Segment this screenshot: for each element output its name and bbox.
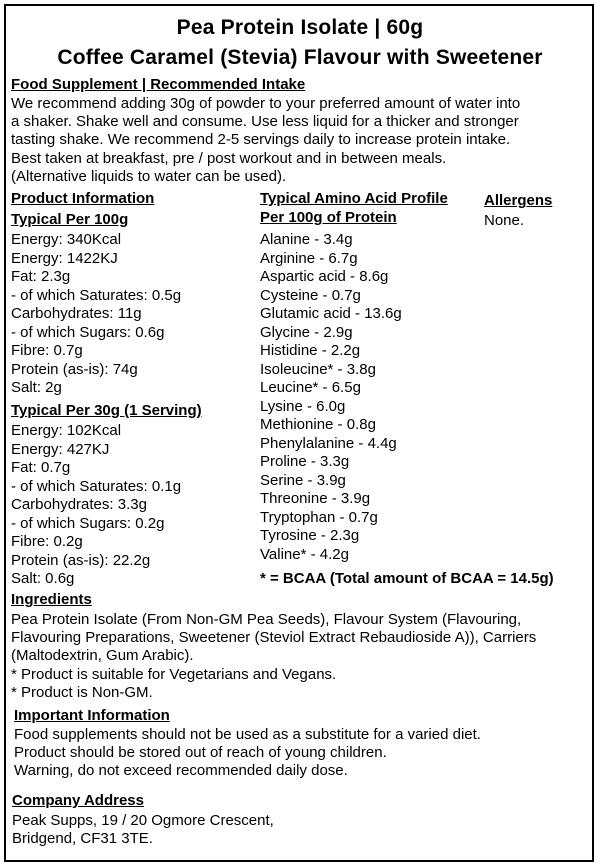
intake-text xyxy=(11,95,591,186)
per30-list xyxy=(11,422,181,589)
amino-row: Isoleucine* - 3.8g xyxy=(260,360,376,378)
amino-row: Tyrosine - 2.3g xyxy=(260,527,360,544)
amino-row: Proline - 3.3g xyxy=(260,453,350,470)
amino-subheading: Per 100g of Protein xyxy=(260,209,397,226)
intake-line: tasting shake. We recommend 2-5 servings daily to increase protein intake. xyxy=(11,131,511,149)
nutrition-row: Carbohydrates: 11g xyxy=(11,305,142,322)
amino-row: Glycine - 2.9g xyxy=(260,323,353,341)
ingredients-line: (Maltodextrin, Gum Arabic). xyxy=(11,647,194,665)
amino-row: Valine* - 4.2g xyxy=(260,545,349,563)
company-heading: Company Address xyxy=(12,792,144,809)
nutrition-row: Energy: 1422KJ xyxy=(11,249,118,267)
nutrition-row: - of which Sugars: 0.2g xyxy=(11,514,165,532)
amino-row: Lysine - 6.0g xyxy=(260,397,346,415)
nutrition-row: Energy: 427KJ xyxy=(11,440,110,458)
ingredients-line: Pea Protein Isolate (From Non-GM Pea Seeds), Flavour System (Flavouring, xyxy=(11,611,522,628)
amino-row: Arginine - 6.7g xyxy=(260,249,358,267)
per100-list xyxy=(11,231,181,398)
amino-row: Tryptophan - 0.7g xyxy=(260,508,378,526)
intake-line: a shaker. Shake well and consume. Use less liquid for a thicker and stronger xyxy=(11,113,519,131)
nutrition-row: Fat: 2.3g xyxy=(11,268,71,285)
nutrition-row: Fibre: 0.2g xyxy=(11,533,83,550)
allergens-value: None. xyxy=(484,212,525,229)
important-line: Product should be stored out of reach of young children. xyxy=(14,744,387,762)
intake-line: Best taken at breakfast, pre / post workout and in between meals. xyxy=(11,149,447,167)
amino-row: Serine - 3.9g xyxy=(260,471,346,489)
amino-row: Phenylalanine - 4.4g xyxy=(260,434,397,452)
ingredients-line: * Product is suitable for Vegetarians and Vegans. xyxy=(11,665,337,683)
product-info-heading: Product Information xyxy=(11,190,155,207)
amino-row: Threonine - 3.9g xyxy=(260,490,371,507)
important-line: Food supplements should not be used as a substitute for a varied diet. xyxy=(14,726,481,743)
ingredients-text xyxy=(11,611,595,702)
amino-row: Glutamic acid - 13.6g xyxy=(260,305,402,322)
important-text xyxy=(14,726,481,781)
nutrition-row: - of which Sugars: 0.6g xyxy=(11,323,165,341)
nutrition-row: - of which Saturates: 0.1g xyxy=(11,477,182,495)
company-address xyxy=(12,812,274,848)
allergens-heading: Allergens xyxy=(484,192,553,209)
nutrition-row: Protein (as-is): 74g xyxy=(11,360,138,378)
amino-row: Methionine - 0.8g xyxy=(260,416,376,433)
ingredients-heading: Ingredients xyxy=(11,591,92,608)
per100-heading: Typical Per 100g xyxy=(11,211,129,228)
nutrition-row: Salt: 2g xyxy=(11,379,62,396)
amino-row: Cysteine - 0.7g xyxy=(260,286,361,304)
amino-heading: Typical Amino Acid Profile xyxy=(260,190,448,207)
important-line: Warning, do not exceed recommended daily dose. xyxy=(14,762,348,780)
amino-row: Aspartic acid - 8.6g xyxy=(260,268,389,285)
bcaa-note: * = BCAA (Total amount of BCAA = 14.5g) xyxy=(260,570,554,587)
ingredients-line: Flavouring Preparations, Sweetener (Steviol Extract Rebaudioside A)), Carriers xyxy=(11,629,537,647)
nutrition-row: Energy: 102Kcal xyxy=(11,422,122,439)
ingredients-line: * Product is Non-GM. xyxy=(11,683,153,701)
nutrition-row: - of which Saturates: 0.5g xyxy=(11,286,182,304)
product-subtitle: Coffee Caramel (Stevia) Flavour with Sweetener xyxy=(57,46,543,69)
amino-list xyxy=(260,231,402,564)
address-line: Bridgend, CF31 3TE. xyxy=(12,830,153,848)
product-title: Pea Protein Isolate | 60g xyxy=(176,16,424,39)
nutrition-row: Salt: 0.6g xyxy=(11,570,75,587)
intake-heading: Food Supplement | Recommended Intake xyxy=(11,76,306,93)
intake-line: (Alternative liquids to water can be used). xyxy=(11,167,287,185)
amino-row: Histidine - 2.2g xyxy=(260,342,361,359)
nutrition-row: Fibre: 0.7g xyxy=(11,342,83,359)
intake-line: We recommend adding 30g of powder to your preferred amount of water into xyxy=(11,95,521,112)
nutrition-row: Protein (as-is): 22.2g xyxy=(11,551,151,569)
amino-row: Leucine* - 6.5g xyxy=(260,379,361,396)
per30-heading: Typical Per 30g (1 Serving) xyxy=(11,402,202,419)
amino-row: Alanine - 3.4g xyxy=(260,231,353,248)
nutrition-row: Energy: 340Kcal xyxy=(11,231,122,248)
address-line: Peak Supps, 19 / 20 Ogmore Crescent, xyxy=(12,812,274,829)
nutrition-row: Carbohydrates: 3.3g xyxy=(11,496,147,513)
nutrition-row: Fat: 0.7g xyxy=(11,459,71,476)
important-heading: Important Information xyxy=(14,707,170,724)
